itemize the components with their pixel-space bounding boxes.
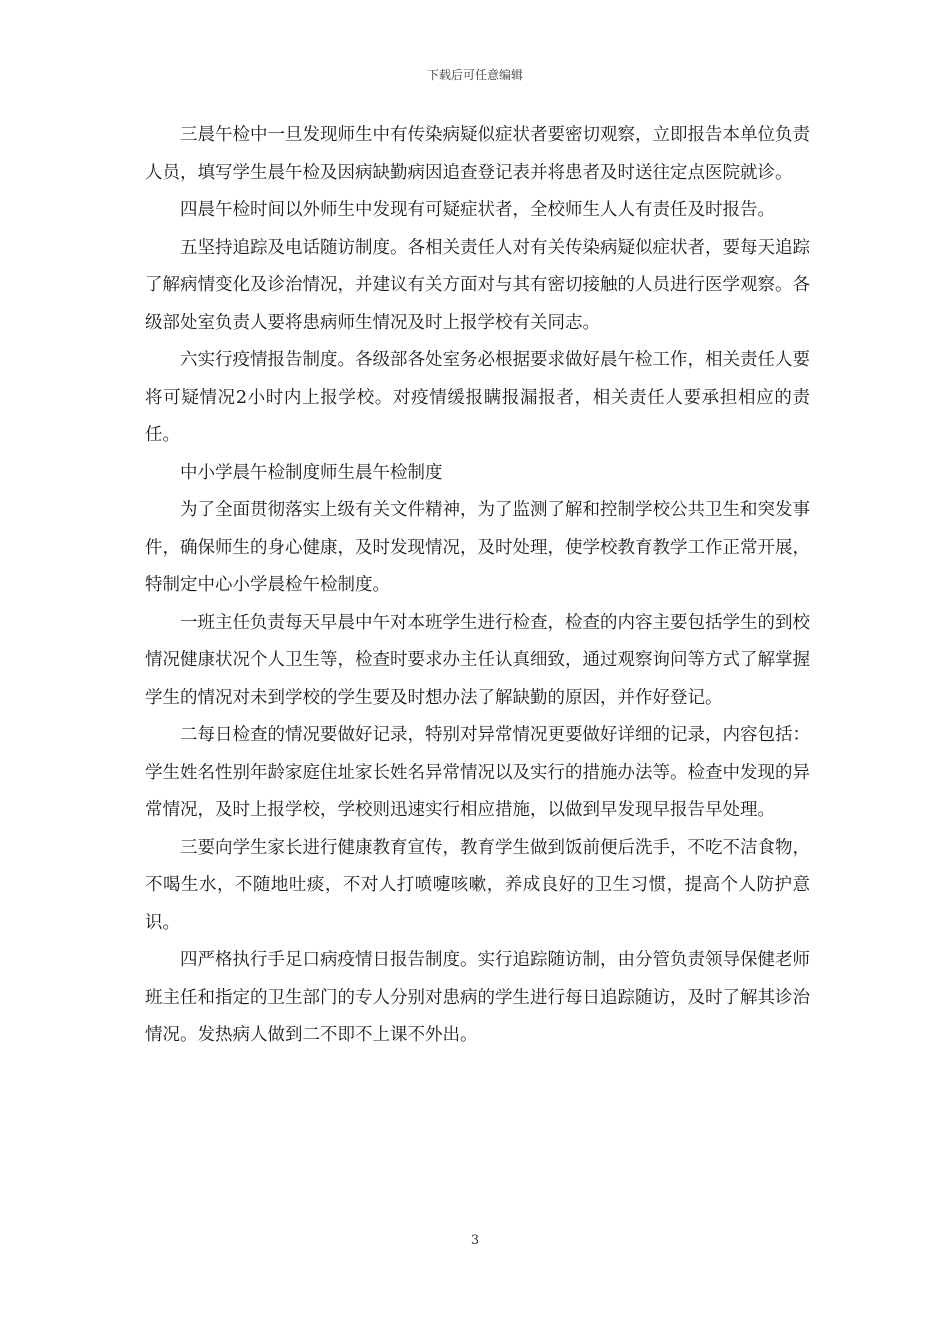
paragraph: 一班主任负责每天早晨中午对本班学生进行检查，检查的内容主要包括学生的到校情况健康状况个人卫生等，检查时要求办主任认真细致，通过观察询问等方式了解掌握学生的情况对未到学校的学生要及时想办法了解缺勤的原因，并作好登记。	[145, 612, 810, 708]
paragraph: 四晨午检时间以外师生中发现有可疑症状者，全校师生人人有责任及时报告。	[180, 200, 775, 220]
paragraph: 三晨午检中一旦发现师生中有传染病疑似症状者要密切观察，立即报告本单位负责人员，填写学生晨午检及因病缺勤病因追查登记表并将患者及时送往定点医院就诊。	[145, 125, 810, 183]
paragraph: 六实行疫情报告制度。各级部各处室务必根据要求做好晨午检工作，相关责任人要将可疑情况2小时内上报学校。对疫情缓报瞒报漏报者，相关责任人要承担相应的责任。	[145, 350, 810, 445]
paragraph: 为了全面贯彻落实上级有关文件精神，为了监测了解和控制学校公共卫生和突发事件，确保师生的身心健康，及时发现情况，及时处理，使学校教育教学工作正常开展，特制定中心小学晨检午检制度。	[145, 500, 810, 595]
paragraph: 五坚持追踪及电话随访制度。各相关责任人对有关传染病疑似症状者，要每天追踪了解病情变化及诊治情况，并建议有关方面对与其有密切接触的人员进行医学观察。各级部处室负责人要将患病师生情况及时上报学校有关同志。	[145, 237, 810, 333]
page-header: 下载后可任意编辑	[426, 68, 523, 82]
page-number: 3	[470, 1233, 480, 1248]
paragraph: 四严格执行手足口病疫情日报告制度。实行追踪随访制，由分管负责领导保健老师班主任和指定的卫生部门的专人分别对患病的学生进行每日追踪随访，及时了解其诊治情况。发热病人做到二不即不上课不外出。	[145, 950, 810, 1045]
paragraph: 二每日检查的情况要做好记录，特别对异常情况更要做好详细的记录，内容包括：学生姓名性别年龄家庭住址家长姓名异常情况以及实行的措施办法等。检查中发现的异常情况，及时上报学校，学校则迅速实行相应措施，以做到早发现早报告早处理。	[145, 725, 810, 820]
section-heading: 中小学晨午检制度师生晨午检制度	[180, 462, 443, 483]
document-body	[145, 117, 810, 1055]
paragraph: 三要向学生家长进行健康教育宣传，教育学生做到饭前便后洗手，不吃不洁食物，不喝生水，不随地吐痰，不对人打喷嚏咳嗽，养成良好的卫生习惯，提高个人防护意识。	[145, 837, 810, 933]
